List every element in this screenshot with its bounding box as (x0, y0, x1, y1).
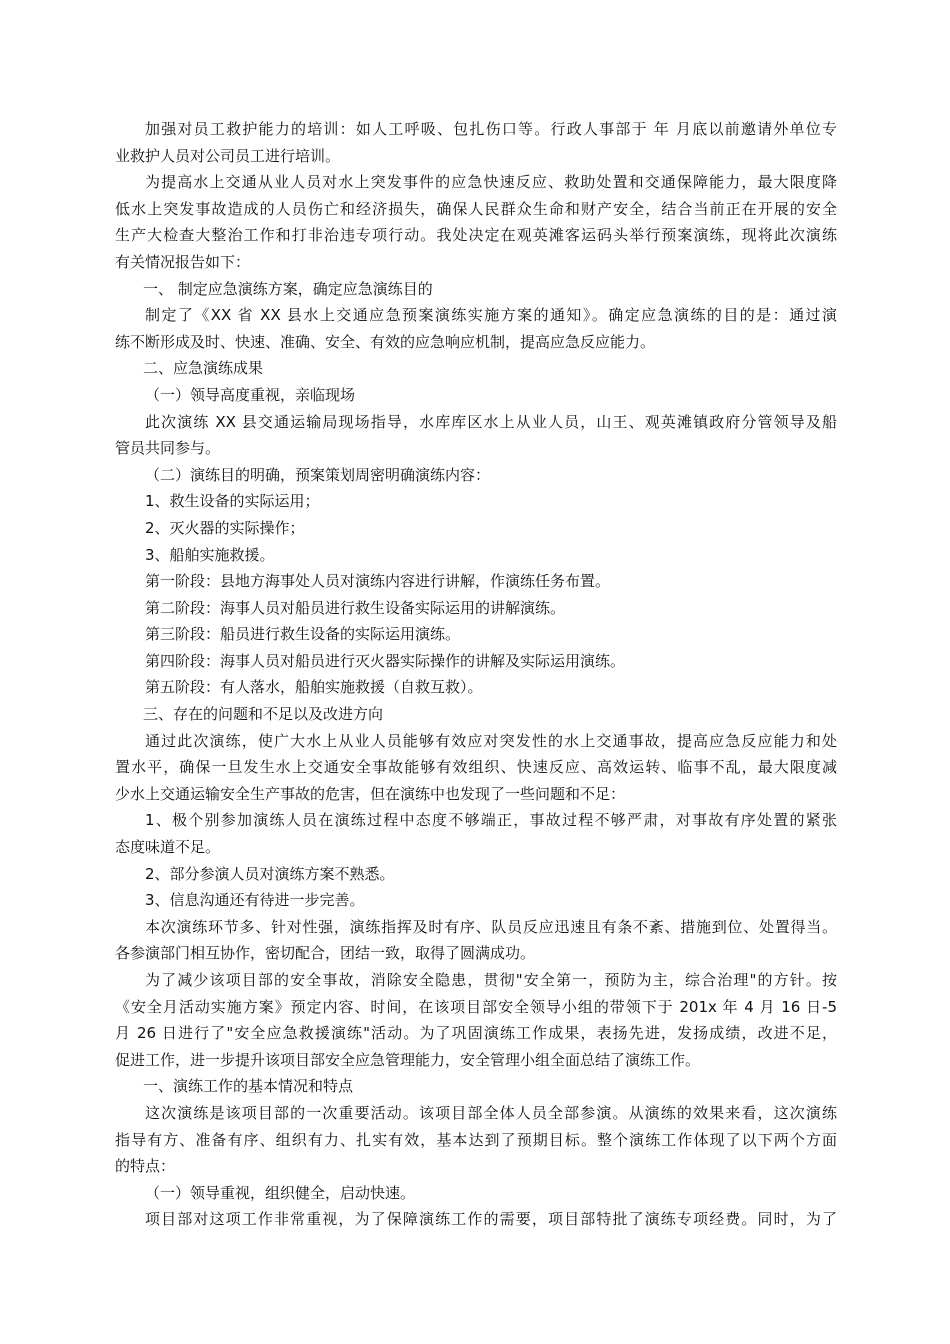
list-item: 3、船舶实施救援。 (145, 545, 275, 564)
text-line: 项目部对这项工作非常重视，为了保障演练工作的需要，项目部特批了演练专项经费。同时，为了 (145, 1210, 837, 1229)
text-line: 本次演练环节多、针对性强，演练指挥及时有序、队员反应迅速且有条不紊、措施到位、处置得当。 (145, 917, 837, 936)
text-line: 月 26 日进行了"安全应急救援演练"活动。为了巩固演练工作成果，表扬先进，发扬成绩，改进不足， (115, 1024, 837, 1043)
text-line: 各参演部门相互协作，密切配合，团结一致，取得了圆满成功。 (115, 944, 536, 963)
text-line: 制定了《XX 省 XX 县水上交通应急预案演练实施方案的通知》。确定应急演练的目的是：通过演 (145, 306, 837, 325)
text-line: 此次演练 XX 县交通运输局现场指导，水库库区水上从业人员，山王、观英滩镇政府分管领导及船 (145, 412, 837, 431)
text-line: 业救护人员对公司员工进行培训。 (115, 146, 341, 165)
text-line: 为提高水上交通从业人员对水上突发事件的应急快速反应、救助处置和交通保障能力，最大限度降 (145, 173, 837, 192)
section-heading: 一、演练工作的基本情况和特点 (143, 1077, 354, 1096)
text-line: 置水平，确保一旦发生水上交通安全事故能够有效组织、快速反应、高效运转、临事不乱，最大限度减 (115, 758, 837, 777)
text-line: 通过此次演练，使广大水上从业人员能够有效应对突发性的水上交通事故，提高应急反应能力和处 (145, 731, 837, 750)
list-item: 2、部分参演人员对演练方案不熟悉。 (145, 864, 395, 883)
document-body (115, 116, 837, 1233)
subsection-heading: （二）演练目的明确，预案策划周密明确演练内容： (145, 465, 491, 484)
text-line: 《安全月活动实施方案》预定内容、时间，在该项目部安全领导小组的带领下于 201x 年 4 月 16 日-5 (115, 997, 837, 1016)
list-item: 第四阶段：海事人员对船员进行灭火器实际操作的讲解及实际运用演练。 (145, 651, 626, 670)
list-item: 2、灭火器的实际操作； (145, 518, 305, 537)
text-line: 低水上突发事故造成的人员伤亡和经济损失，确保人民群众生命和财产安全，结合当前正在开展的安全 (115, 199, 837, 218)
text-line: 生产大检查大整治工作和打非治违专项行动。我处决定在观英滩客运码头举行预案演练，现将此次演练 (115, 226, 837, 245)
subsection-heading: （一）领导重视，组织健全，启动快速。 (145, 1183, 416, 1202)
subsection-heading: （一）领导高度重视，亲临现场 (145, 385, 356, 404)
text-line: 促进工作，进一步提升该项目部安全应急管理能力，安全管理小组全面总结了演练工作。 (115, 1050, 701, 1069)
text-line: 1、极个别参加演练人员在演练过程中态度不够端正，事故过程不够严肃，对事故有序处置的紧张 (145, 811, 837, 830)
text-line: 的特点： (115, 1157, 176, 1176)
list-item: 第三阶段：船员进行救生设备的实际运用演练。 (145, 625, 461, 644)
text-line: 指导有方、准备有序、组织有力、扎实有效，基本达到了预期目标。整个演练工作体现了以下两个方面 (115, 1130, 837, 1149)
section-heading: 三、存在的问题和不足以及改进方向 (143, 705, 384, 724)
list-item: 第五阶段：有人落水，船舶实施救援（自救互救）。 (145, 678, 483, 697)
section-heading: 二、应急演练成果 (143, 359, 264, 378)
list-item: 第二阶段：海事人员对船员进行救生设备实际运用的讲解演练。 (145, 598, 566, 617)
text-line: 加强对员工救护能力的培训：如人工呼吸、包扎伤口等。行政人事部于 年 月底以前邀请外单位专 (145, 120, 837, 138)
section-heading: 一、 制定应急演练方案，确定应急演练目的 (143, 279, 433, 298)
text-line: 为了减少该项目部的安全事故，消除安全隐患，贯彻"安全第一，预防为主，综合治理"的方针。按 (145, 971, 837, 989)
text-line: 这次演练是该项目部的一次重要活动。该项目部全体人员全部参演。从演练的效果来看，这次演练 (145, 1103, 837, 1122)
text-line: 练不断形成及时、快速、准确、安全、有效的应急响应机制，提高应急反应能力。 (115, 332, 656, 351)
text-line: 有关情况报告如下： (115, 252, 251, 271)
list-item: 3、信息沟通还有待进一步完善。 (145, 891, 365, 910)
text-line: 管员共同参与。 (115, 439, 221, 458)
list-item: 1、救生设备的实际运用； (145, 492, 320, 511)
text-line: 态度味道不足。 (115, 838, 221, 857)
text-line: 少水上交通运输安全生产事故的危害，但在演练中也发现了一些问题和不足： (115, 784, 626, 803)
list-item: 第一阶段：县地方海事处人员对演练内容进行讲解，作演练任务布置。 (145, 572, 611, 591)
